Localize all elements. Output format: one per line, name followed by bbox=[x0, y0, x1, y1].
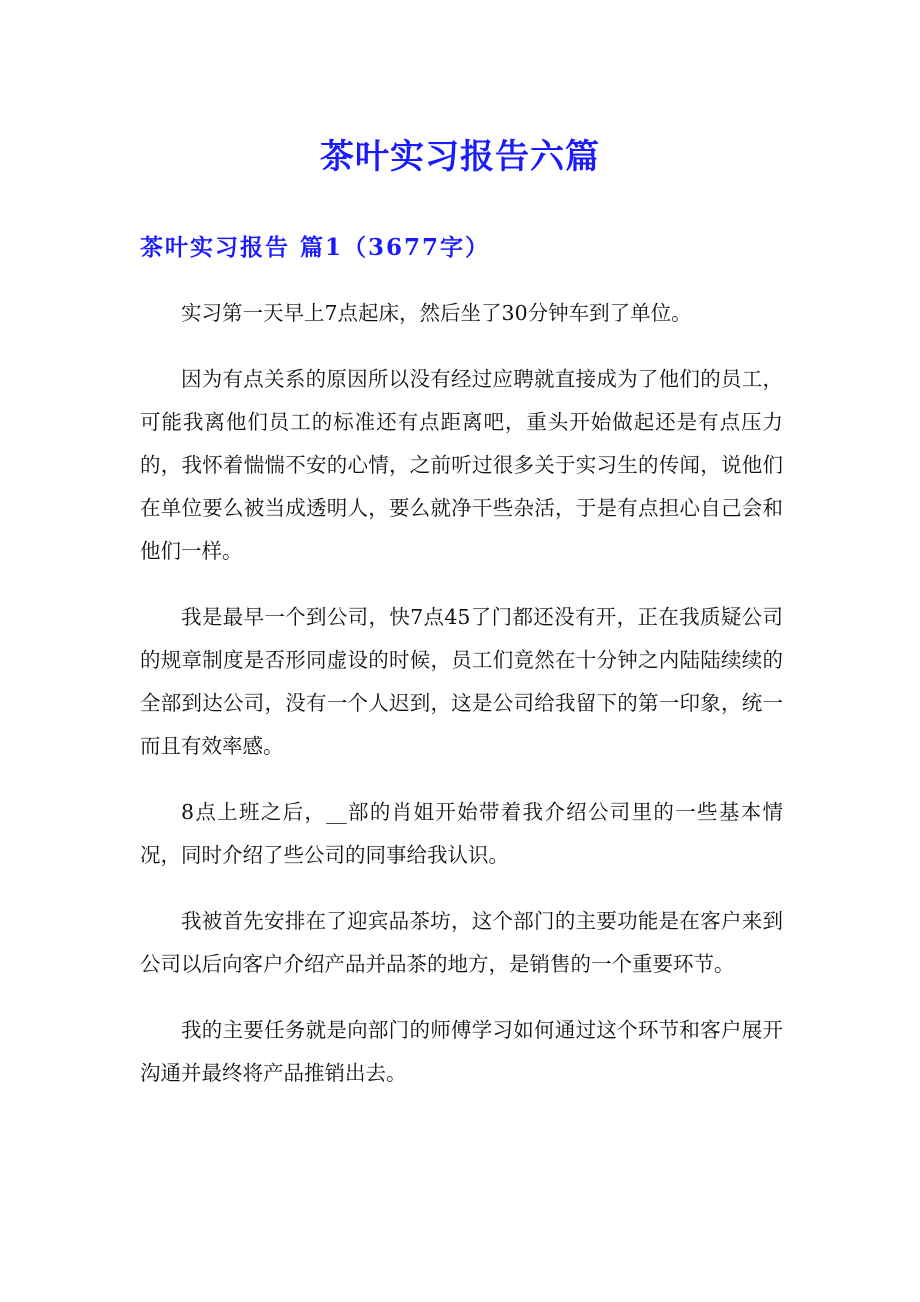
body-paragraph-3: 我是最早一个到公司，快7点45了门都还没有开，正在我质疑公司的规章制度是否形同虚设的时候，员工们竟然在十分钟之内陆陆续续的全部到达公司，没有一个人迟到，这是公司给我留下的第一印象，统一而且有效率感。 bbox=[140, 605, 783, 758]
body-paragraph-1: 实习第一天早上7点起床，然后坐了30分钟车到了单位。 bbox=[181, 301, 692, 325]
section-heading: 茶叶实习报告 篇1（3677字） bbox=[140, 234, 491, 261]
body-paragraph-6: 我的主要任务就是向部门的师傅学习如何通过这个环节和客户展开沟通并最终将产品推销出去。 bbox=[140, 1018, 783, 1085]
body-paragraph-2: 因为有点关系的原因所以没有经过应聘就直接成为了他们的员工，可能我离他们员工的标准还有点距离吧，重头开始做起还是有点压力的，我怀着惴惴不安的心情，之前听过很多关于实习生的传闻，说他们在单位要么被当成透明人，要么就净干些杂活，于是有点担心自己会和他们一样。 bbox=[140, 367, 783, 563]
document-title: 茶叶实习报告六篇 bbox=[320, 137, 600, 177]
document-body bbox=[140, 292, 783, 1118]
body-paragraph-5: 我被首先安排在了迎宾品茶坊，这个部门的主要功能是在客户来到公司以后向客户介绍产品并品茶的地方，是销售的一个重要环节。 bbox=[140, 909, 783, 976]
body-paragraph-4: 8点上班之后，__部的肖姐开始带着我介绍公司里的一些基本情况，同时介绍了些公司的同事给我认识。 bbox=[140, 800, 783, 867]
